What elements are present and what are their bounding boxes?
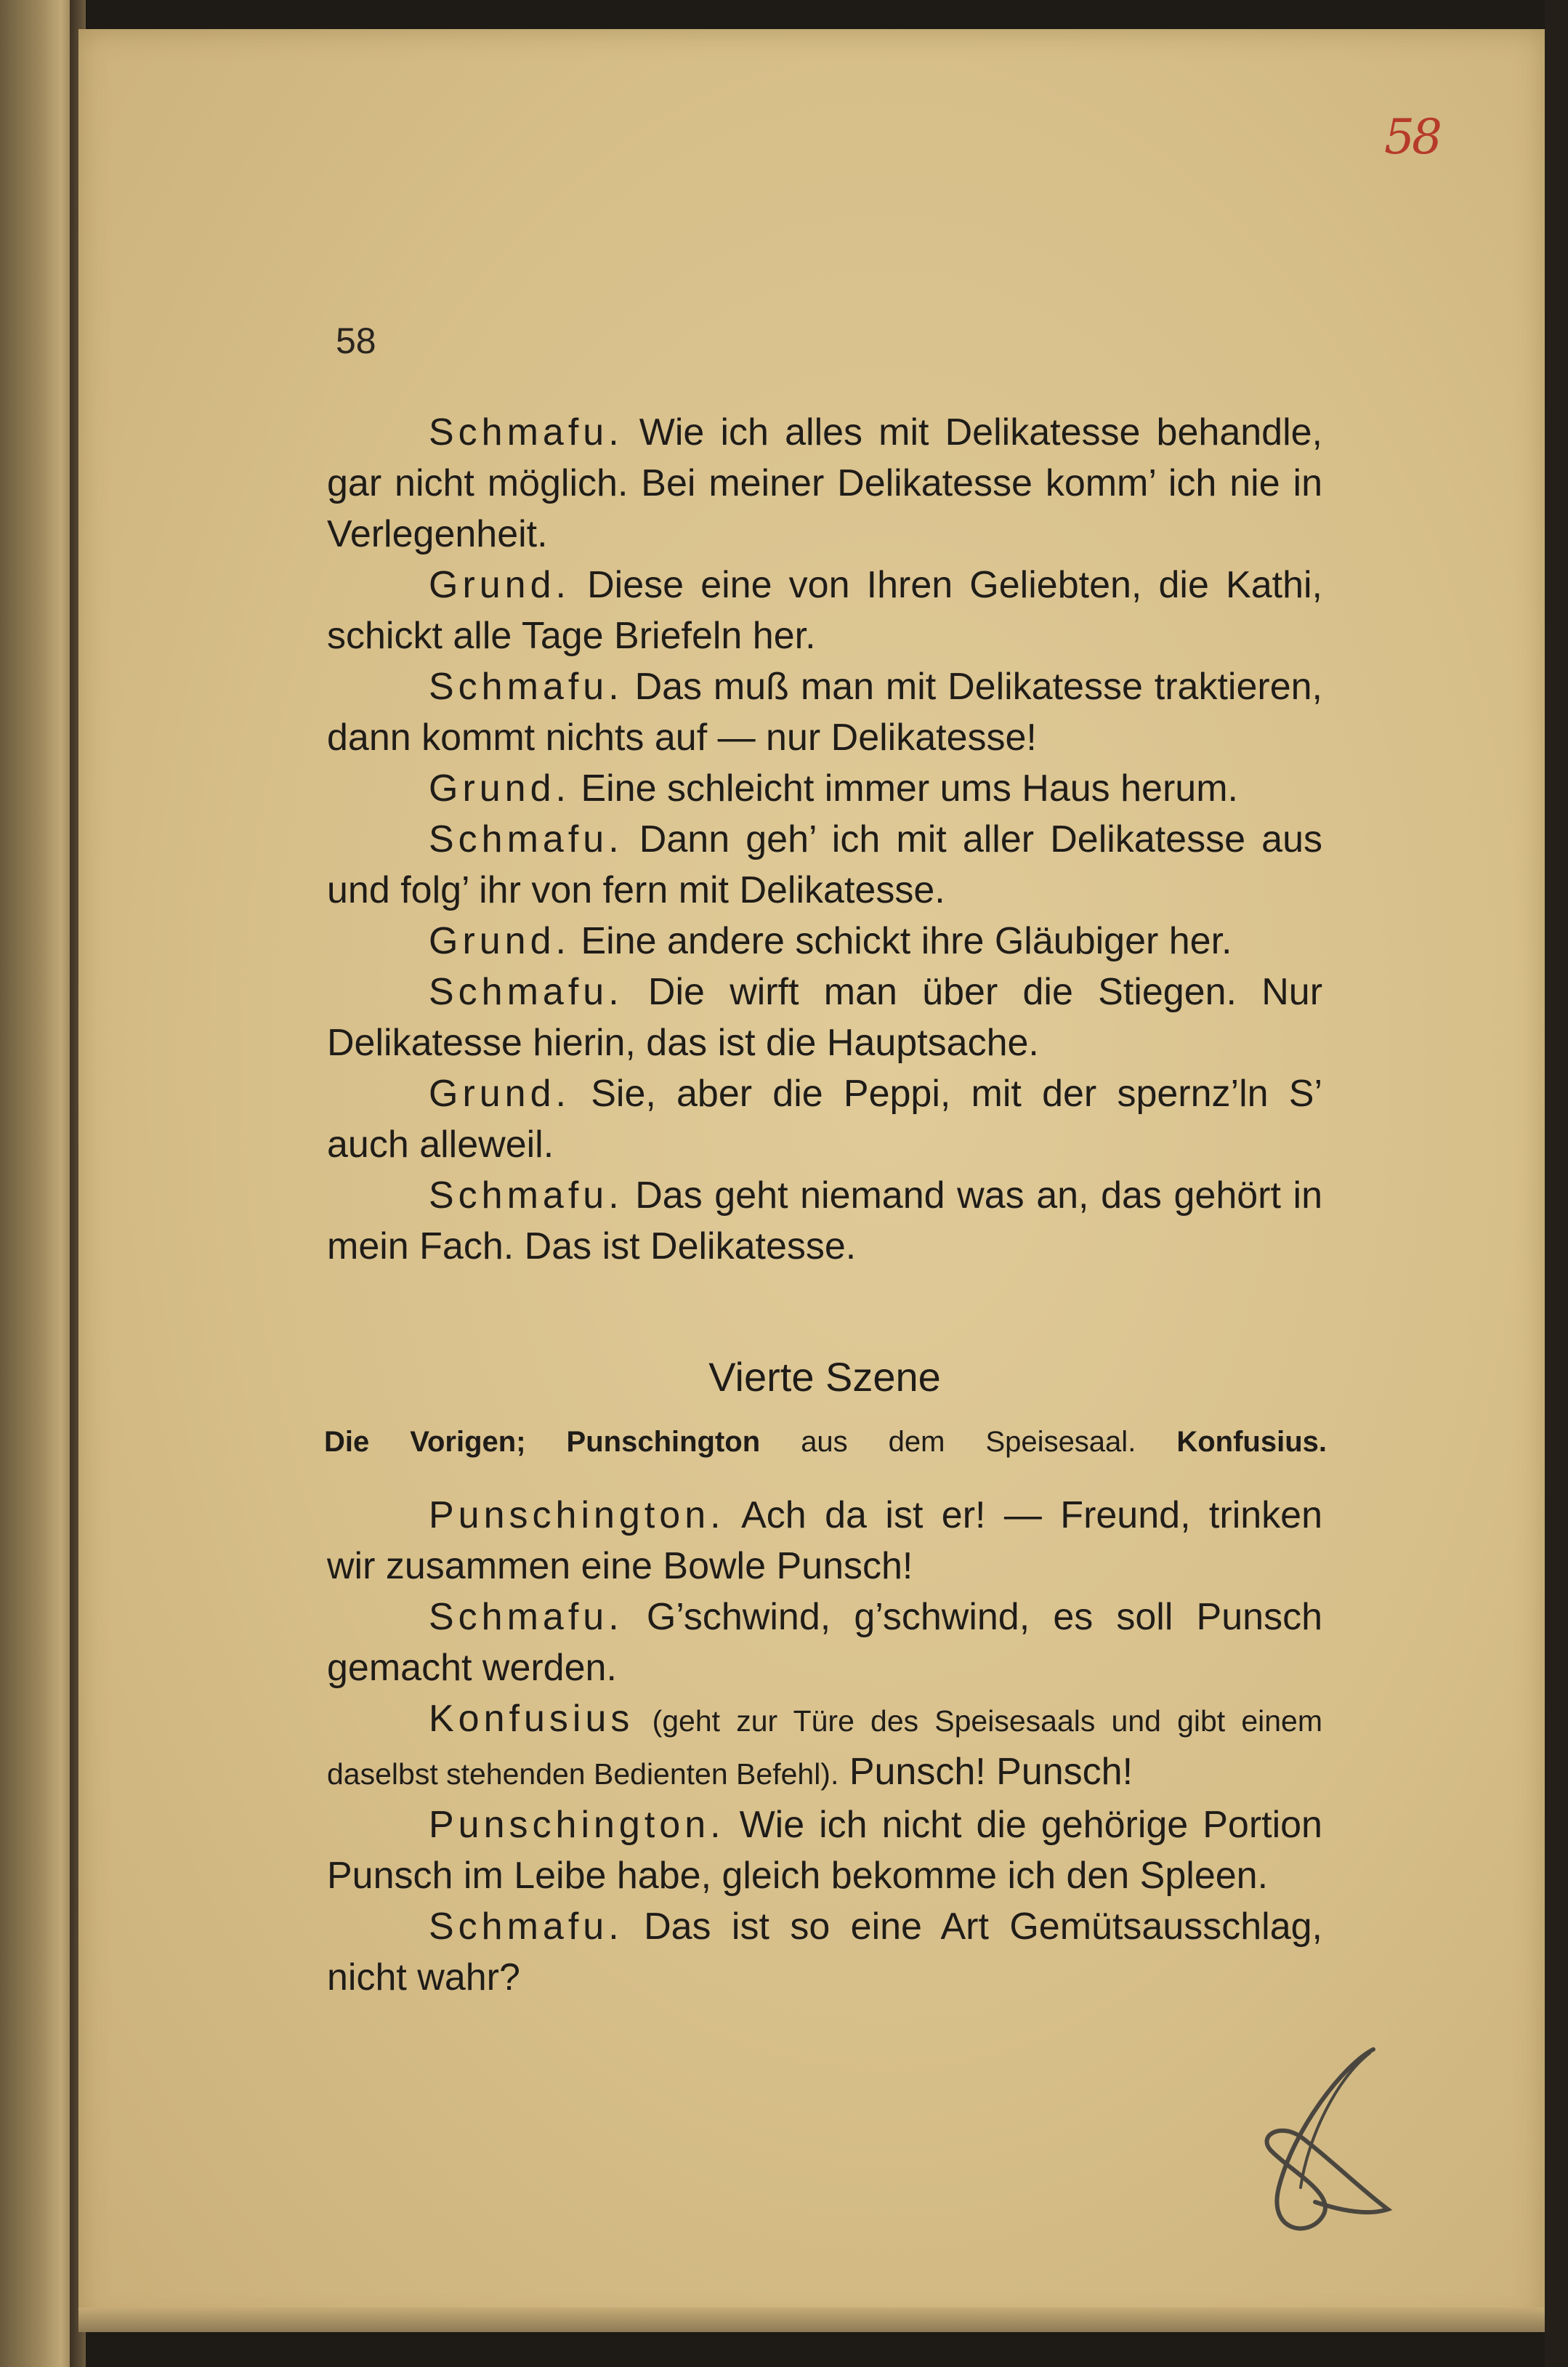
speaker-name: Punschington. xyxy=(429,1494,725,1536)
speaker-name: Grund. xyxy=(429,920,570,962)
background-edge xyxy=(1545,0,1568,2367)
line-text: Wie ich alles mit Delikatesse behandle, gar nicht möglich. Bei meiner Delikatesse komm’ ich nie in Verlegenheit. xyxy=(327,411,1322,555)
dialogue-line xyxy=(327,1901,1322,2003)
line-text: Eine schleicht immer ums Haus herum. xyxy=(581,767,1238,810)
cast-location: aus dem Speisesaal. xyxy=(801,1426,1136,1458)
dialogue-block-1 xyxy=(327,407,1322,1272)
page-number: 58 xyxy=(336,320,376,361)
scene-heading: Vierte Szene xyxy=(708,1354,941,1400)
dialogue-line xyxy=(327,763,1322,814)
speaker-name: Punschington. xyxy=(429,1804,725,1846)
speaker-name: Schmafu. xyxy=(429,1906,623,1948)
speaker-name: Konfusius xyxy=(429,1698,634,1740)
line-text: Ach da ist er! — Freund, trinken wir zusammen eine Bowle Punsch! xyxy=(327,1494,1323,1587)
line-text: Dann geh’ ich mit aller Delikatesse aus und folg’ ihr von fern mit Delikatesse. xyxy=(327,818,1322,911)
line-text: Die wirft man über die Stiegen. Nur Delikatesse hierin, das ist die Hauptsache. xyxy=(327,971,1323,1064)
stage-direction: (geht zur Türe des Speisesaals und gibt einem daselbst stehenden Bedienten Befehl). xyxy=(327,1704,1322,1791)
line-text: Das ist so eine Art Gemütsausschlag, nicht wahr? xyxy=(327,1906,1322,1999)
handwritten-folio-number: 58 xyxy=(1384,109,1439,165)
line-text: Das geht niemand was an, das gehört in mein Fach. Das ist Delikatesse. xyxy=(327,1174,1323,1267)
speaker-name: Schmafu. xyxy=(429,411,623,453)
speaker-name: Schmafu. xyxy=(429,971,623,1013)
handwritten-mark-icon xyxy=(1250,2035,1395,2253)
dialogue-line xyxy=(327,1170,1322,1272)
line-text: Punsch! Punsch! xyxy=(849,1751,1133,1793)
dialogue-line xyxy=(327,661,1322,763)
line-text: G’schwind, g’schwind, es soll Punsch gemacht werden. xyxy=(327,1596,1322,1689)
cast-konfusius: Konfusius. xyxy=(1176,1426,1327,1458)
dialogue-block-2 xyxy=(327,1490,1322,2003)
scene-cast-list xyxy=(324,1426,1327,1459)
line-text: Sie, aber die Peppi, mit der spernz’ln S’ auch alleweil. xyxy=(327,1073,1322,1166)
dialogue-line xyxy=(327,1592,1322,1693)
speaker-name: Grund. xyxy=(429,1073,570,1115)
line-text: Das muß man mit Delikatesse traktieren, dann kommt nichts auf — nur Delikatesse! xyxy=(327,666,1322,759)
speaker-name: Schmafu. xyxy=(429,666,623,708)
speaker-name: Schmafu. xyxy=(429,818,623,860)
dialogue-line xyxy=(327,1490,1322,1592)
cast-vorigen: Die Vorigen; xyxy=(324,1426,526,1458)
dialogue-line xyxy=(327,814,1322,916)
page-bottom-edge xyxy=(78,2307,1545,2332)
speaker-name: Schmafu. xyxy=(429,1596,623,1638)
speaker-name: Grund. xyxy=(429,564,570,606)
dialogue-line xyxy=(327,407,1322,560)
dialogue-line xyxy=(327,560,1322,661)
dialogue-line xyxy=(327,1068,1322,1170)
dialogue-line xyxy=(327,967,1322,1068)
facing-page-edge xyxy=(0,0,76,2367)
line-text: Diese eine von Ihren Geliebten, die Kathi, schickt alle Tage Briefeln her. xyxy=(327,564,1322,657)
line-text: Wie ich nicht die gehörige Portion Punsch im Leibe habe, gleich bekomme ich den Spleen. xyxy=(327,1804,1322,1897)
speaker-name: Grund. xyxy=(429,767,570,810)
dialogue-line xyxy=(327,916,1322,967)
dialogue-line xyxy=(327,1799,1322,1901)
line-text: Eine andere schickt ihre Gläubiger her. xyxy=(581,920,1232,962)
dialogue-line xyxy=(327,1693,1322,1799)
cast-punschington: Punschington xyxy=(566,1426,761,1458)
speaker-name: Schmafu. xyxy=(429,1174,623,1217)
